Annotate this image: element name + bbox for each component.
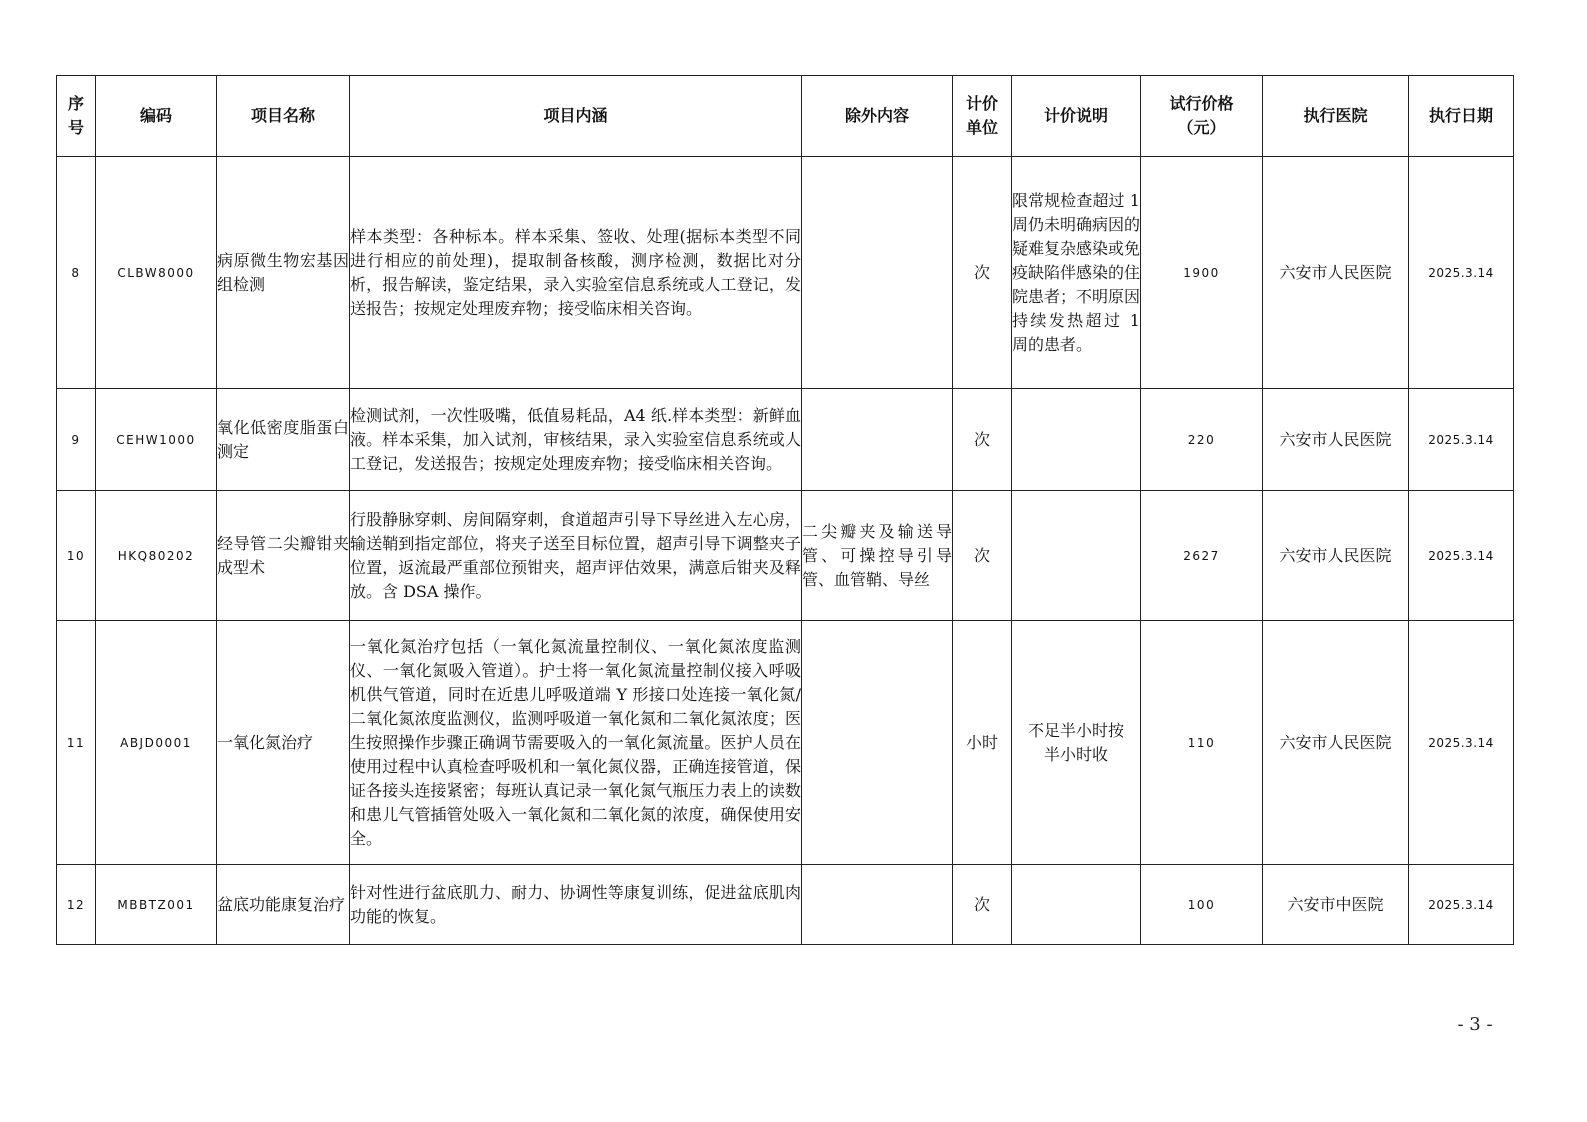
cell-seq: 9 xyxy=(57,389,96,491)
cell-content: 针对性进行盆底肌力、耐力、协调性等康复训练，促进盆底肌肉功能的恢复。 xyxy=(350,865,802,945)
header-code: 编码 xyxy=(96,76,217,157)
header-unit: 计价单位 xyxy=(953,76,1012,157)
cell-hospital: 六安市人民医院 xyxy=(1263,621,1409,865)
cell-price: 220 xyxy=(1141,389,1263,491)
cell-content: 样本类型：各种标本。样本采集、签收、处理(据标本类型不同进行相应的前处理)，提取制备核酸，测序检测，数据比对分析，报告解读，鉴定结果，录入实验室信息系统或人工登记，发送报告；按规定处理废弃物；接受临床相关咨询。 xyxy=(350,157,802,389)
cell-exclusions: 二尖瓣夹及输送导管、可操控导引导管、血管鞘、导丝 xyxy=(802,491,953,621)
cell-seq: 12 xyxy=(57,865,96,945)
cell-name: 氧化低密度脂蛋白测定 xyxy=(217,389,350,491)
cell-price: 1900 xyxy=(1141,157,1263,389)
cell-content: 检测试剂，一次性吸嘴，低值易耗品，A4 纸.样本类型：新鲜血液。样本采集，加入试剂，审核结果，录入实验室信息系统或人工登记，发送报告；按规定处理废弃物；接受临床相关咨询。 xyxy=(350,389,802,491)
cell-date: 2025.3.14 xyxy=(1409,865,1514,945)
cell-pricing-note: 不足半小时按半小时收 xyxy=(1012,621,1141,865)
header-content: 项目内涵 xyxy=(350,76,802,157)
cell-name: 盆底功能康复治疗 xyxy=(217,865,350,945)
cell-pricing-note xyxy=(1012,865,1141,945)
cell-date: 2025.3.14 xyxy=(1409,621,1514,865)
header-price: 试行价格（元） xyxy=(1141,76,1263,157)
price-table xyxy=(56,75,1514,945)
cell-hospital: 六安市人民医院 xyxy=(1263,157,1409,389)
cell-unit: 次 xyxy=(953,865,1012,945)
table-row xyxy=(57,157,1514,389)
table-row xyxy=(57,621,1514,865)
page-number: - 3 - xyxy=(1457,1014,1493,1035)
cell-unit: 次 xyxy=(953,491,1012,621)
cell-code: ABJD0001 xyxy=(96,621,217,865)
cell-code: HKQ80202 xyxy=(96,491,217,621)
cell-content: 行股静脉穿刺、房间隔穿刺，食道超声引导下导丝进入左心房，输送鞘到指定部位，将夹子送至目标位置，超声引导下调整夹子位置，返流最严重部位预钳夹，超声评估效果，满意后钳夹及释放。含 DSA 操作。 xyxy=(350,491,802,621)
cell-price: 2627 xyxy=(1141,491,1263,621)
cell-seq: 10 xyxy=(57,491,96,621)
cell-exclusions xyxy=(802,389,953,491)
table-row xyxy=(57,865,1514,945)
cell-pricing-note: 限常规检查超过 1 周仍未明确病因的疑难复杂感染或免疫缺陷伴感染的住院患者；不明原因持续发热超过 1 周的患者。 xyxy=(1012,157,1141,389)
cell-name: 病原微生物宏基因组检测 xyxy=(217,157,350,389)
cell-hospital: 六安市人民医院 xyxy=(1263,389,1409,491)
table-row xyxy=(57,389,1514,491)
table-row xyxy=(57,491,1514,621)
cell-pricing-note xyxy=(1012,389,1141,491)
cell-pricing-note xyxy=(1012,491,1141,621)
cell-seq: 11 xyxy=(57,621,96,865)
cell-date: 2025.3.14 xyxy=(1409,157,1514,389)
header-date: 执行日期 xyxy=(1409,76,1514,157)
header-pricing-note: 计价说明 xyxy=(1012,76,1141,157)
cell-date: 2025.3.14 xyxy=(1409,389,1514,491)
cell-unit: 次 xyxy=(953,389,1012,491)
cell-date: 2025.3.14 xyxy=(1409,491,1514,621)
cell-code: CEHW1000 xyxy=(96,389,217,491)
cell-code: CLBW8000 xyxy=(96,157,217,389)
header-name: 项目名称 xyxy=(217,76,350,157)
cell-content: 一氧化氮治疗包括（一氧化氮流量控制仪、一氧化氮浓度监测仪、一氧化氮吸入管道）。护士将一氧化氮流量控制仪接入呼吸机供气管道，同时在近患儿呼吸道端 Y 形接口处连接一氧化氮/二氧化氮浓度监测仪，监测呼吸道一氧化氮和二氧化氮浓度；医生按照操作步骤正确调节需要吸入的一氧化氮流量。医护人员在使用过程中认真检查呼吸机和一氧化氮仪器，正确连接管道，保证各接头连接紧密；每班认真记录一氧化氮气瓶压力表上的读数和患儿气管插管处吸入一氧化氮和二氧化氮的浓度，确保使用安全。 xyxy=(350,621,802,865)
cell-code: MBBTZ001 xyxy=(96,865,217,945)
cell-exclusions xyxy=(802,621,953,865)
cell-price: 100 xyxy=(1141,865,1263,945)
cell-exclusions xyxy=(802,865,953,945)
cell-unit: 次 xyxy=(953,157,1012,389)
header-seq: 序号 xyxy=(57,76,96,157)
cell-name: 一氧化氮治疗 xyxy=(217,621,350,865)
cell-hospital: 六安市人民医院 xyxy=(1263,491,1409,621)
table-header-row xyxy=(57,76,1514,157)
cell-seq: 8 xyxy=(57,157,96,389)
cell-price: 110 xyxy=(1141,621,1263,865)
cell-name: 经导管二尖瓣钳夹成型术 xyxy=(217,491,350,621)
cell-hospital: 六安市中医院 xyxy=(1263,865,1409,945)
cell-unit: 小时 xyxy=(953,621,1012,865)
header-hospital: 执行医院 xyxy=(1263,76,1409,157)
header-exclusions: 除外内容 xyxy=(802,76,953,157)
cell-exclusions xyxy=(802,157,953,389)
